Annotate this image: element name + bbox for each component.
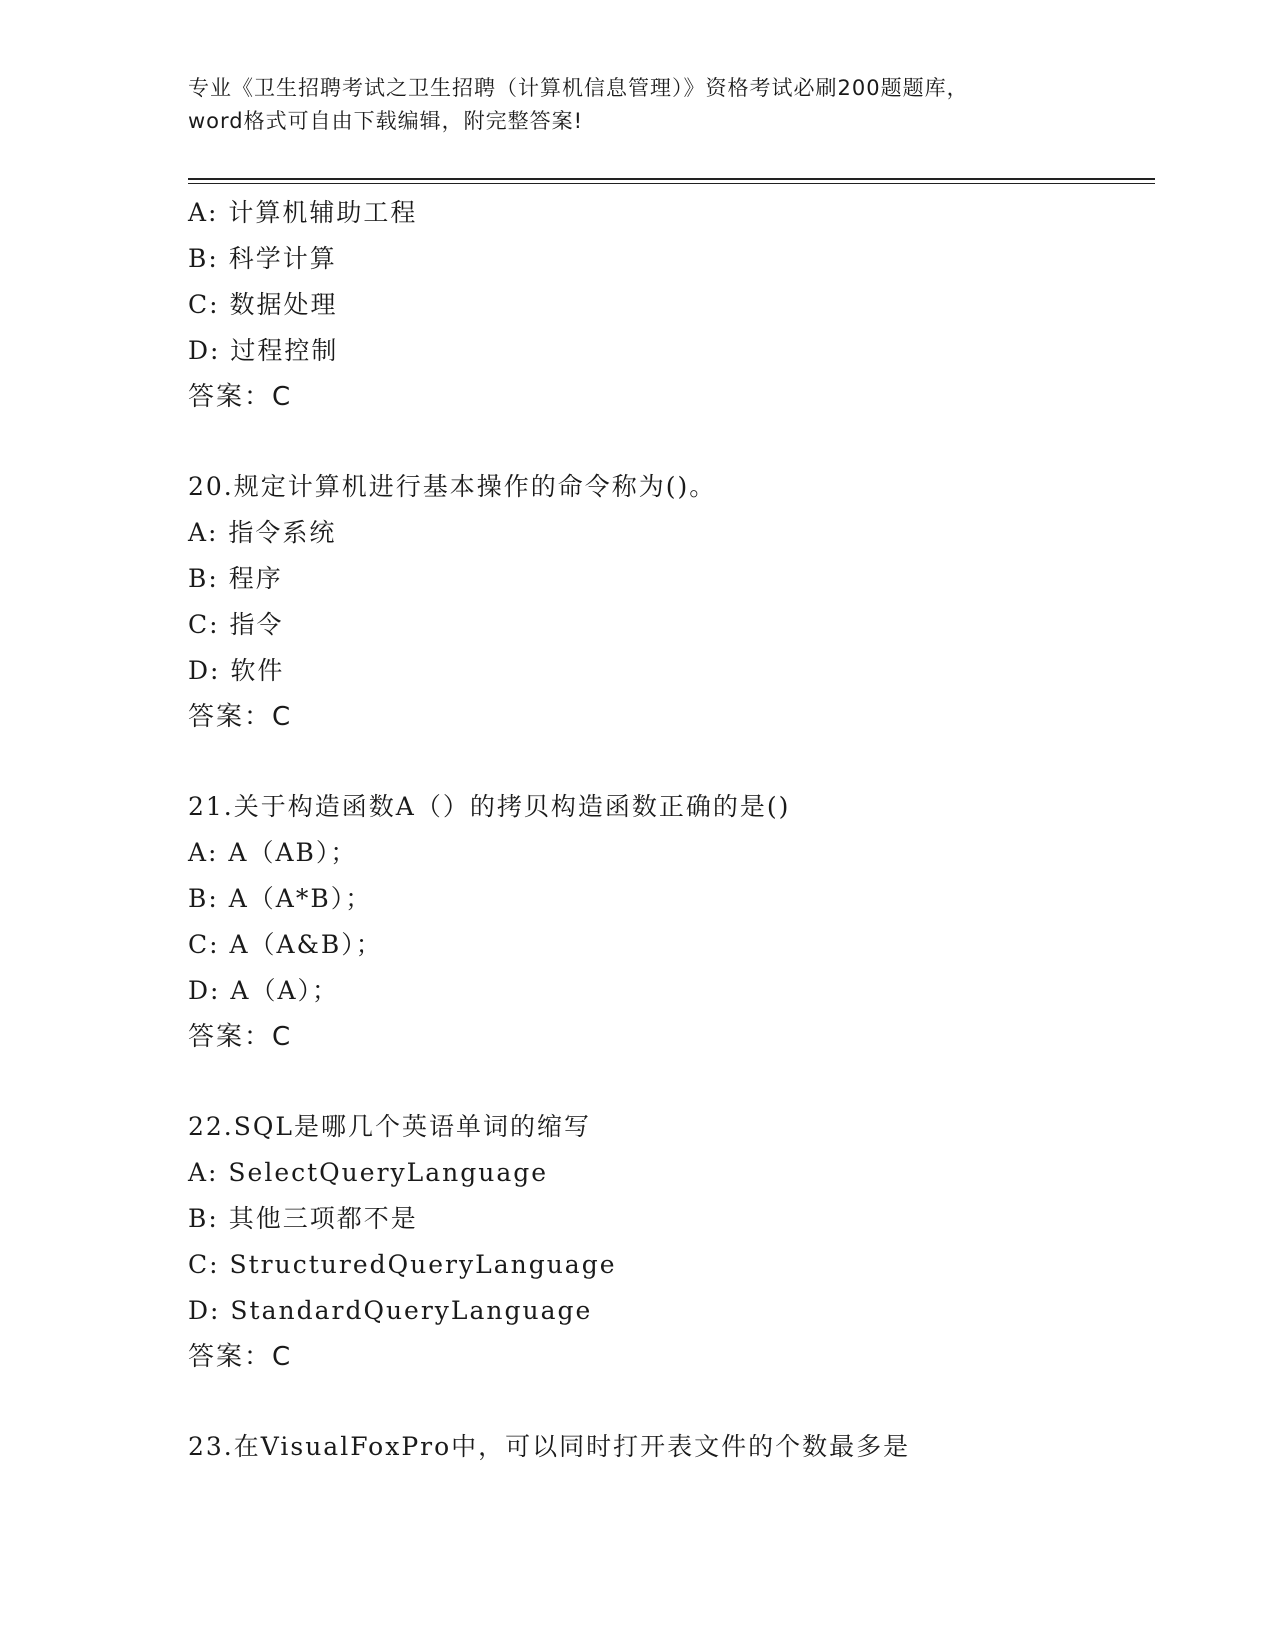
option-b: B: 程序	[188, 564, 283, 593]
header-divider-thick	[188, 178, 1155, 180]
spacer	[188, 740, 1155, 784]
question-block-19	[188, 190, 1155, 420]
question-title: 20.规定计算机进行基本操作的命令称为()。	[188, 472, 717, 501]
answer-line: 答案：C	[188, 382, 293, 412]
question-block-22	[188, 1104, 1155, 1380]
question-title: 22.SQL是哪几个英语单词的缩写	[188, 1112, 591, 1141]
spacer	[188, 420, 1155, 464]
header-divider-thin	[188, 183, 1155, 184]
option-a: A: 指令系统	[188, 518, 337, 547]
answer-line: 答案：C	[188, 1342, 293, 1372]
option-d: D: 过程控制	[188, 336, 339, 365]
spacer	[188, 1060, 1155, 1104]
option-a: A: 计算机辅助工程	[188, 198, 418, 227]
answer-line: 答案：C	[188, 702, 293, 732]
option-d: D: 软件	[188, 656, 285, 685]
option-a: A: A（AB）；	[188, 838, 358, 867]
document-header	[188, 72, 1118, 138]
question-block-21	[188, 784, 1155, 1060]
question-title: 21.关于构造函数A（）的拷贝构造函数正确的是()	[188, 792, 791, 821]
answer-line: 答案：C	[188, 1022, 293, 1052]
option-c: C: 指令	[188, 610, 284, 639]
option-c: C: A（A&B）；	[188, 930, 383, 959]
option-a: A: SelectQueryLanguage	[188, 1158, 549, 1187]
header-line-1: 专业《卫生招聘考试之卫生招聘（计算机信息管理）》资格考试必刷200题题库，	[188, 76, 969, 100]
option-b: B: A（A*B）；	[188, 884, 373, 913]
option-d: D: A（A）；	[188, 976, 340, 1005]
option-b: B: 科学计算	[188, 244, 337, 273]
question-title: 23.在VisualFoxPro中，可以同时打开表文件的个数最多是	[188, 1432, 911, 1461]
question-list	[188, 190, 1155, 1470]
spacer	[188, 1380, 1155, 1424]
question-block-20	[188, 464, 1155, 740]
option-b: B: 其他三项都不是	[188, 1204, 418, 1233]
option-c: C: StructuredQueryLanguage	[188, 1250, 617, 1279]
option-c: C: 数据处理	[188, 290, 338, 319]
header-line-2: word格式可自由下载编辑，附完整答案!	[188, 109, 584, 133]
option-d: D: StandardQueryLanguage	[188, 1296, 593, 1325]
question-block-23	[188, 1424, 1155, 1470]
